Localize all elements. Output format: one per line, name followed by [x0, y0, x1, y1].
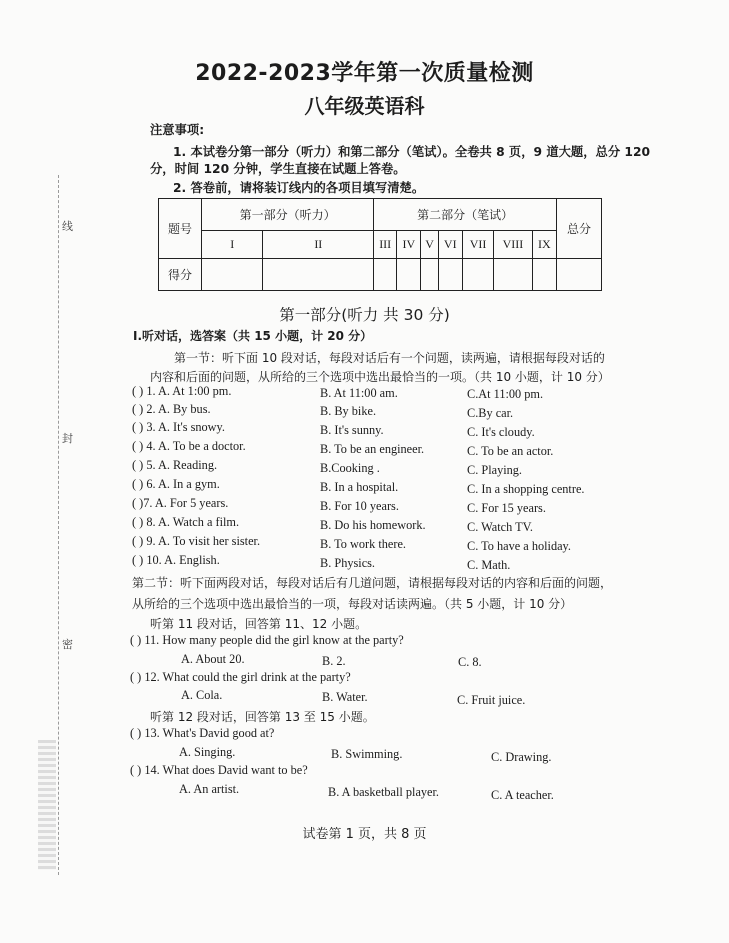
question-5: ( ) 5. A. Reading. — [132, 458, 218, 472]
page-footer: 试卷第 1 页，共 8 页 — [302, 827, 427, 842]
binding-mark-xian: 线 — [62, 221, 73, 233]
option-3c: C. It's cloudy. — [467, 425, 535, 439]
option-4c: C. To be an actor. — [467, 444, 554, 458]
torn-edge — [38, 740, 56, 870]
option-6c: C. In a shopping centre. — [467, 482, 585, 496]
option-1c: C.At 11:00 pm. — [467, 387, 544, 401]
binding-line — [58, 175, 59, 875]
col-4: IV — [397, 231, 421, 259]
option-14b: B. A basketball player. — [328, 785, 439, 799]
option-13c: C. Drawing. — [491, 750, 552, 764]
option-7b: B. For 10 years. — [320, 499, 399, 513]
question-9: ( ) 9. A. To visit her sister. — [132, 534, 261, 548]
notes-line-1a: 1. 本试卷分第一部分（听力）和第二部分（笔试）。全卷共 8 页，9 道大题，总分 120 — [173, 145, 651, 159]
th-total: 总分 — [557, 199, 602, 259]
option-4b: B. To be an engineer. — [320, 442, 425, 456]
option-9b: B. To work there. — [320, 537, 406, 551]
col-7: VII — [462, 231, 493, 259]
section-1-sub1b: 内容和后面的问题，从所给的三个选项中选出最恰当的一项。（共 10 小题，计 10 分） — [150, 370, 610, 384]
score-cell[interactable] — [421, 259, 438, 291]
option-12a: A. Cola. — [181, 688, 223, 702]
score-cell[interactable] — [263, 259, 374, 291]
option-13a: A. Singing. — [179, 745, 236, 759]
option-13b: B. Swimming. — [331, 747, 403, 761]
col-9: IX — [532, 231, 556, 259]
option-11b: B. 2. — [322, 654, 346, 668]
col-3: III — [374, 231, 397, 259]
th-part2: 第二部分（笔试） — [374, 199, 557, 231]
option-3b: B. It's sunny. — [320, 423, 384, 437]
exam-subject: 八年级英语科 — [304, 94, 425, 118]
score-cell[interactable] — [494, 259, 532, 291]
option-8b: B. Do his homework. — [320, 518, 426, 532]
score-cell[interactable] — [462, 259, 493, 291]
section-2-sub2a: 第二节：听下面两段对话，每段对话后有几道问题，请根据每段对话的内容和后面的问题， — [132, 576, 613, 590]
option-14c: C. A teacher. — [491, 788, 554, 802]
option-6b: B. In a hospital. — [320, 480, 399, 494]
col-2: II — [263, 231, 374, 259]
notes-line-1b: 分，时间 120 分钟，学生直接在试题上答卷。 — [150, 162, 406, 176]
score-cell[interactable] — [438, 259, 462, 291]
question-8: ( ) 8. A. Watch a film. — [132, 515, 240, 529]
option-10c: C. Math. — [467, 558, 511, 572]
question-4: ( ) 4. A. To be a doctor. — [132, 439, 246, 453]
binding-mark-feng: 封 — [62, 433, 73, 445]
option-2c: C.By car. — [467, 406, 514, 420]
option-5c: C. Playing. — [467, 463, 522, 477]
th-tihao: 题号 — [159, 199, 202, 259]
question-14: ( ) 14. What does David want to be? — [130, 763, 308, 777]
score-cell-total[interactable] — [557, 259, 602, 291]
option-14a: A. An artist. — [179, 782, 240, 796]
listen-11-instruction: 听第 11 段对话，回答第 11、12 小题。 — [150, 617, 368, 631]
score-cell[interactable] — [397, 259, 421, 291]
col-6: VI — [438, 231, 462, 259]
question-12: ( ) 12. What could the girl drink at the party? — [130, 670, 351, 684]
col-8: VIII — [494, 231, 532, 259]
question-3: ( ) 3. A. It's snowy. — [132, 420, 225, 434]
question-2: ( ) 2. A. By bus. — [132, 402, 211, 416]
col-5: V — [421, 231, 438, 259]
exam-title: 2022-2023学年第一次质量检测 — [195, 61, 534, 86]
question-13: ( ) 13. What's David good at? — [130, 726, 275, 740]
section-2-sub2b: 从所给的三个选项中选出最恰当的一项，每段对话读两遍。（共 5 小题，计 10 分） — [132, 597, 573, 611]
notes-heading: 注意事项: — [150, 123, 205, 137]
option-12b: B. Water. — [322, 690, 368, 704]
option-9c: C. To have a holiday. — [467, 539, 571, 553]
binding-mark-mi: 密 — [62, 639, 73, 651]
part1-heading: 第一部分(听力 共 30 分) — [279, 306, 450, 324]
option-11c: C. 8. — [458, 655, 482, 669]
score-cell[interactable] — [202, 259, 263, 291]
question-1: ( ) 1. A. At 1:00 pm. — [132, 384, 232, 398]
section-1-sub1a: 第一节：听下面 10 段对话，每段对话后有一个问题，读两遍，请根据每段对话的 — [174, 351, 605, 365]
option-11a: A. About 20. — [181, 652, 245, 666]
row-defen: 得分 — [159, 259, 202, 291]
option-5b: B.Cooking . — [320, 461, 380, 475]
question-6: ( ) 6. A. In a gym. — [132, 477, 220, 491]
question-7: ( )7. A. For 5 years. — [132, 496, 229, 510]
col-1: I — [202, 231, 263, 259]
option-1b: B. At 11:00 am. — [320, 386, 398, 400]
option-7c: C. For 15 years. — [467, 501, 546, 515]
score-cell[interactable] — [374, 259, 397, 291]
option-2b: B. By bike. — [320, 404, 377, 418]
section-1-title: I.听对话，选答案（共 15 小题，计 20 分） — [133, 329, 373, 343]
score-cell[interactable] — [532, 259, 556, 291]
notes-line-2: 2. 答卷前，请将装订线内的各项目填写清楚。 — [173, 181, 425, 195]
option-12c: C. Fruit juice. — [457, 693, 526, 707]
option-8c: C. Watch TV. — [467, 520, 533, 534]
score-table — [158, 198, 602, 291]
option-10b: B. Physics. — [320, 556, 376, 570]
listen-12-instruction: 听第 12 段对话，回答第 13 至 15 小题。 — [150, 710, 375, 724]
question-10: ( ) 10. A. English. — [132, 553, 220, 567]
question-11: ( ) 11. How many people did the girl know at the party? — [130, 633, 404, 647]
th-part1: 第一部分（听力） — [202, 199, 374, 231]
